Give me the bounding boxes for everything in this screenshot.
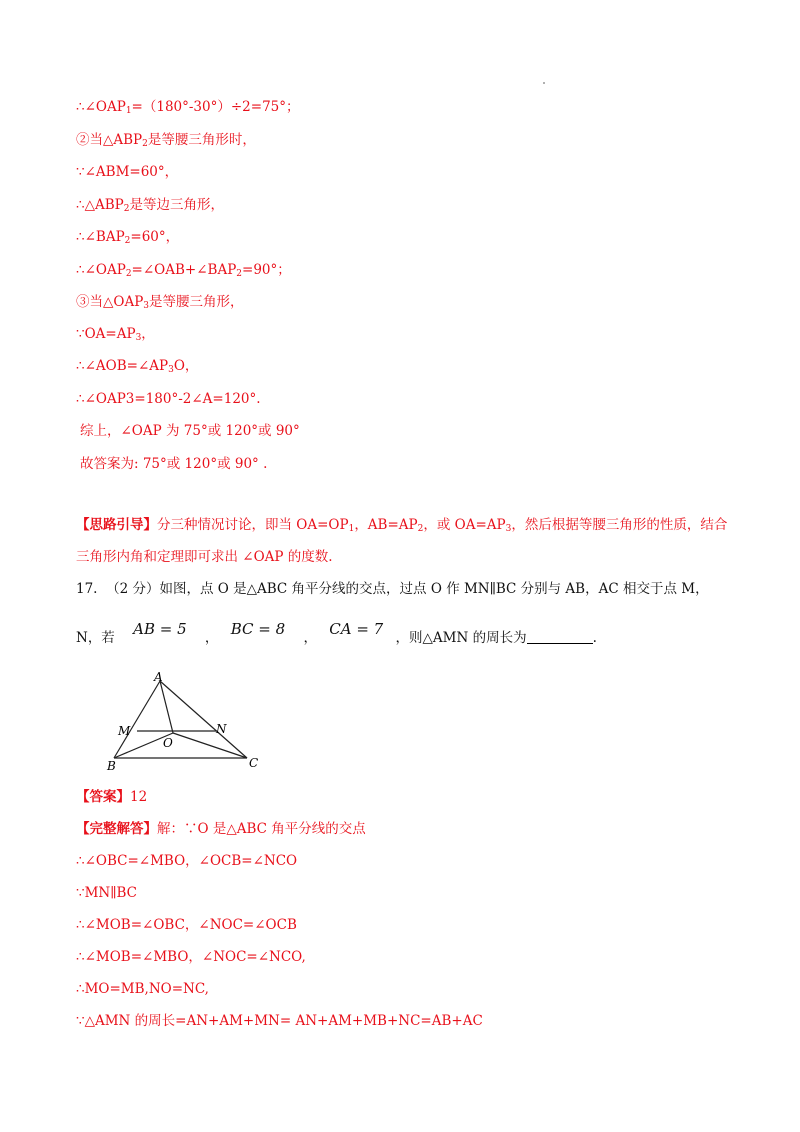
full-solution-line-5: ∴∠MOB=∠MBO，∠NOC=∠NCO, xyxy=(76,949,306,965)
condition-bc: BC = 8 xyxy=(230,620,286,638)
hint-line-2: 三角形内角和定理即可求出 ∠OAP 的度数. xyxy=(76,549,333,565)
solution-line-9: $\therefore\angle AOB=\angle AP_3O$， xyxy=(76,358,199,375)
solution-line-7: ③当$\triangle OAP_3$是等腰三角形， xyxy=(76,294,244,311)
side-ab xyxy=(114,681,160,758)
solution-line-8: $\because OA=AP_3$， xyxy=(76,326,155,343)
label-n: N xyxy=(216,722,227,736)
full-solution-line-1: 【完整解答】解：∵O 是△ABC 角平分线的交点 xyxy=(76,821,366,837)
question-17-line-1: 17. （2 分）如图，点 O 是△ABC 角平分线的交点，过点 O 作 MN∥BC 分别与 AB，AC 相交于点 M， xyxy=(76,581,709,597)
label-a: A xyxy=(154,670,163,684)
question-17-line-2: N，若 AB = 5 ， BC = 8 ， CA = 7 ，则△AMN 的周长为 . xyxy=(76,620,597,646)
condition-ca: CA = 7 xyxy=(329,620,384,638)
full-solution-line-2: ∴∠OBC=∠MBO，∠OCB=∠NCO xyxy=(76,853,298,869)
full-solution-line-7: ∵△AMN 的周长=AN+AM+MN= AN+AM+MB+NC=AB+AC xyxy=(76,1013,483,1029)
solution-line-10: ∴∠OAP3=180°-2∠A=120°. xyxy=(76,391,261,407)
question-number: 17. xyxy=(76,581,98,597)
solution-line-5: $\therefore\angle BAP_2=60^\circ$， xyxy=(76,229,180,246)
hint-line-1: 【思路引导】分三种情况讨论，即当 $OA=OP_1$，$AB=AP_2$，或 $OA=AP_3$，然后根据等腰三角形的性质，结合 xyxy=(76,517,728,534)
segment-ao xyxy=(160,681,173,733)
solution-line-2: ②当$\triangle ABP_2$是等腰三角形时， xyxy=(76,132,256,149)
solution-line-4: $\therefore\triangle ABP_2$是等边三角形， xyxy=(76,197,224,214)
label-b: B xyxy=(107,759,116,773)
answer-blank[interactable] xyxy=(527,629,593,644)
solution-line-6: $\therefore\angle OAP_2=\angle OAB+\angle BAP_2=90^\circ$； xyxy=(76,262,291,279)
label-o: O xyxy=(163,736,173,750)
answer-line: 【答案】12 xyxy=(76,789,148,805)
side-ac xyxy=(160,681,247,758)
full-solution-line-4: ∴∠MOB=∠OBC，∠NOC=∠OCB xyxy=(76,917,297,933)
answer-value: 12 xyxy=(130,789,148,805)
solution-summary: 综上，∠OAP 为 75°或 120°或 90° xyxy=(80,423,300,439)
condition-ab: AB = 5 xyxy=(133,620,187,638)
solution-line-1: $\therefore\angle OAP_1=(180^\circ-30^\circ)\div 2=75^\circ$； xyxy=(76,99,300,116)
question-points: （2 分） xyxy=(106,581,160,597)
segment-co xyxy=(173,733,247,758)
solution-line-3: ∵∠ABM=60°， xyxy=(76,164,179,180)
solution-final-answer: 故答案为: 75°或 120°或 90° . xyxy=(80,456,268,472)
triangle-figure xyxy=(104,668,274,776)
full-solution-line-6: ∴MO=MB,NO=NC, xyxy=(76,981,209,997)
label-c: C xyxy=(249,756,259,770)
label-m: M xyxy=(118,724,131,738)
full-solution-line-3: ∵MN∥BC xyxy=(76,885,137,901)
page-dot xyxy=(543,82,545,84)
